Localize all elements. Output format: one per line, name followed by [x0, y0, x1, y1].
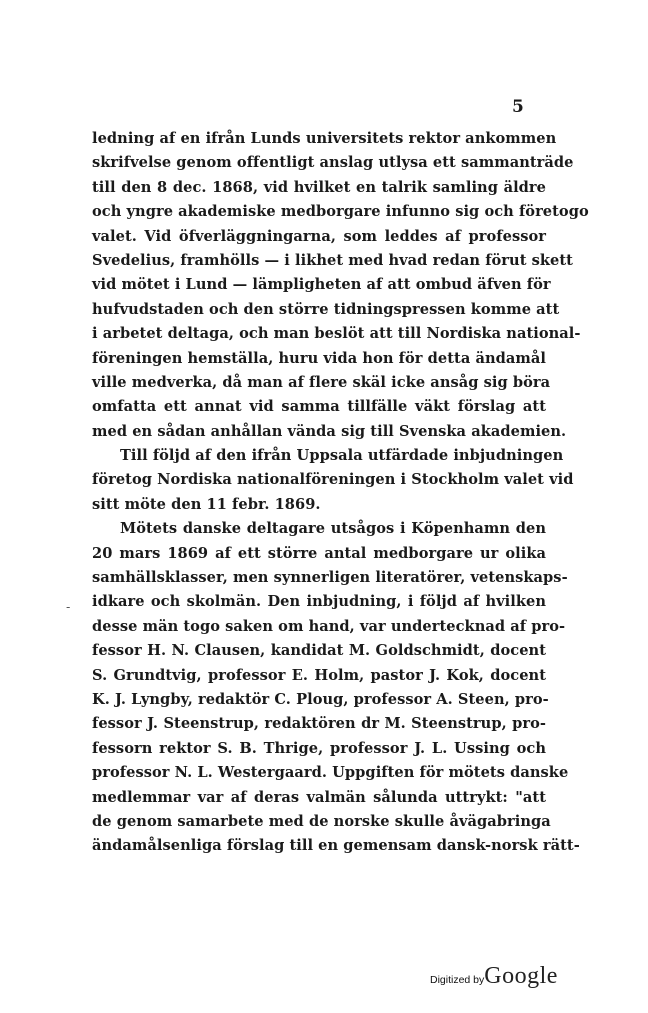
text-line: professor N. L. Westergaard. Uppgiften för mötets danske: [92, 764, 569, 782]
text-line: vid mötet i Lund — lämpligheten af att ombud äfven för: [92, 276, 551, 294]
text-line: omfatta ett annat vid samma tillfälle väkt förslag att: [92, 398, 546, 416]
text-line: till den 8 dec. 1868, vid hvilket en talrik samling äldre: [92, 178, 546, 196]
text-line: de genom samarbete med de norske skulle åvägabringa: [92, 812, 551, 830]
text-line: fessor J. Steenstrup, redaktören dr M. Steenstrup, pro-: [92, 715, 546, 733]
text-line: ville medverka, då man af flere skäl icke ansåg sig böra: [92, 373, 551, 391]
text-line: desse män togo saken om hand, var undertecknad af pro-: [92, 617, 566, 635]
margin-mark: -: [66, 600, 71, 614]
text-line: i arbetet deltaga, och man beslöt att till Nordiska national-: [92, 325, 581, 343]
text-line: föreningen hemställa, huru vida hon för detta ändamål: [92, 349, 546, 367]
text-line: K. J. Lyngby, redaktör C. Ploug, professor A. Steen, pro-: [92, 690, 549, 708]
text-line: medlemmar var af deras valmän sålunda uttrykt: "att: [92, 788, 546, 806]
body-text: [92, 127, 589, 859]
text-line: valet. Vid öfverläggningarna, som leddes af professor: [92, 227, 546, 245]
digitized-by-footer: [430, 963, 570, 993]
text-line: Mötets danske deltagare utsågos i Köpenhamn den: [120, 520, 546, 538]
google-logo: Google: [484, 963, 558, 989]
text-line: 20 mars 1869 af ett större antal medborgare ur olika: [92, 544, 546, 562]
text-line: Svedelius, framhölls — i likhet med hvad redan förut skett: [92, 251, 573, 269]
text-line: hufvudstaden och den större tidningspressen komme att: [92, 300, 560, 318]
text-line: företog Nordiska nationalföreningen i Stockholm valet vid: [92, 471, 574, 489]
text-line: och yngre akademiske medborgare infunno sig och företogo: [92, 203, 589, 221]
text-line: fessor H. N. Clausen, kandidat M. Goldschmidt, docent: [92, 642, 546, 660]
text-line: med en sådan anhållan vända sig till Svenska akademien.: [92, 422, 567, 440]
text-line: fessorn rektor S. B. Thrige, professor J. L. Ussing och: [92, 739, 546, 757]
text-line: ändamålsenliga förslag till en gemensam dansk-norsk rätt-: [92, 837, 580, 855]
text-line: S. Grundtvig, professor E. Holm, pastor J. Kok, docent: [92, 666, 546, 684]
text-line: ledning af en ifrån Lunds universitets rektor ankommen: [92, 130, 557, 147]
text-line: samhällsklasser, men synnerligen literatörer, vetenskaps-: [92, 569, 568, 587]
text-line: Till följd af den ifrån Uppsala utfärdade inbjudningen: [120, 447, 564, 465]
digitized-by-label: Digitized by: [430, 974, 485, 986]
text-line: idkare och skolmän. Den inbjudning, i följd af hvilken: [92, 593, 546, 611]
text-line: sitt möte den 11 febr. 1869.: [92, 495, 321, 513]
page-number: 5: [512, 97, 524, 117]
text-line: skrifvelse genom offentligt anslag utlysa ett sammanträde: [92, 154, 574, 172]
